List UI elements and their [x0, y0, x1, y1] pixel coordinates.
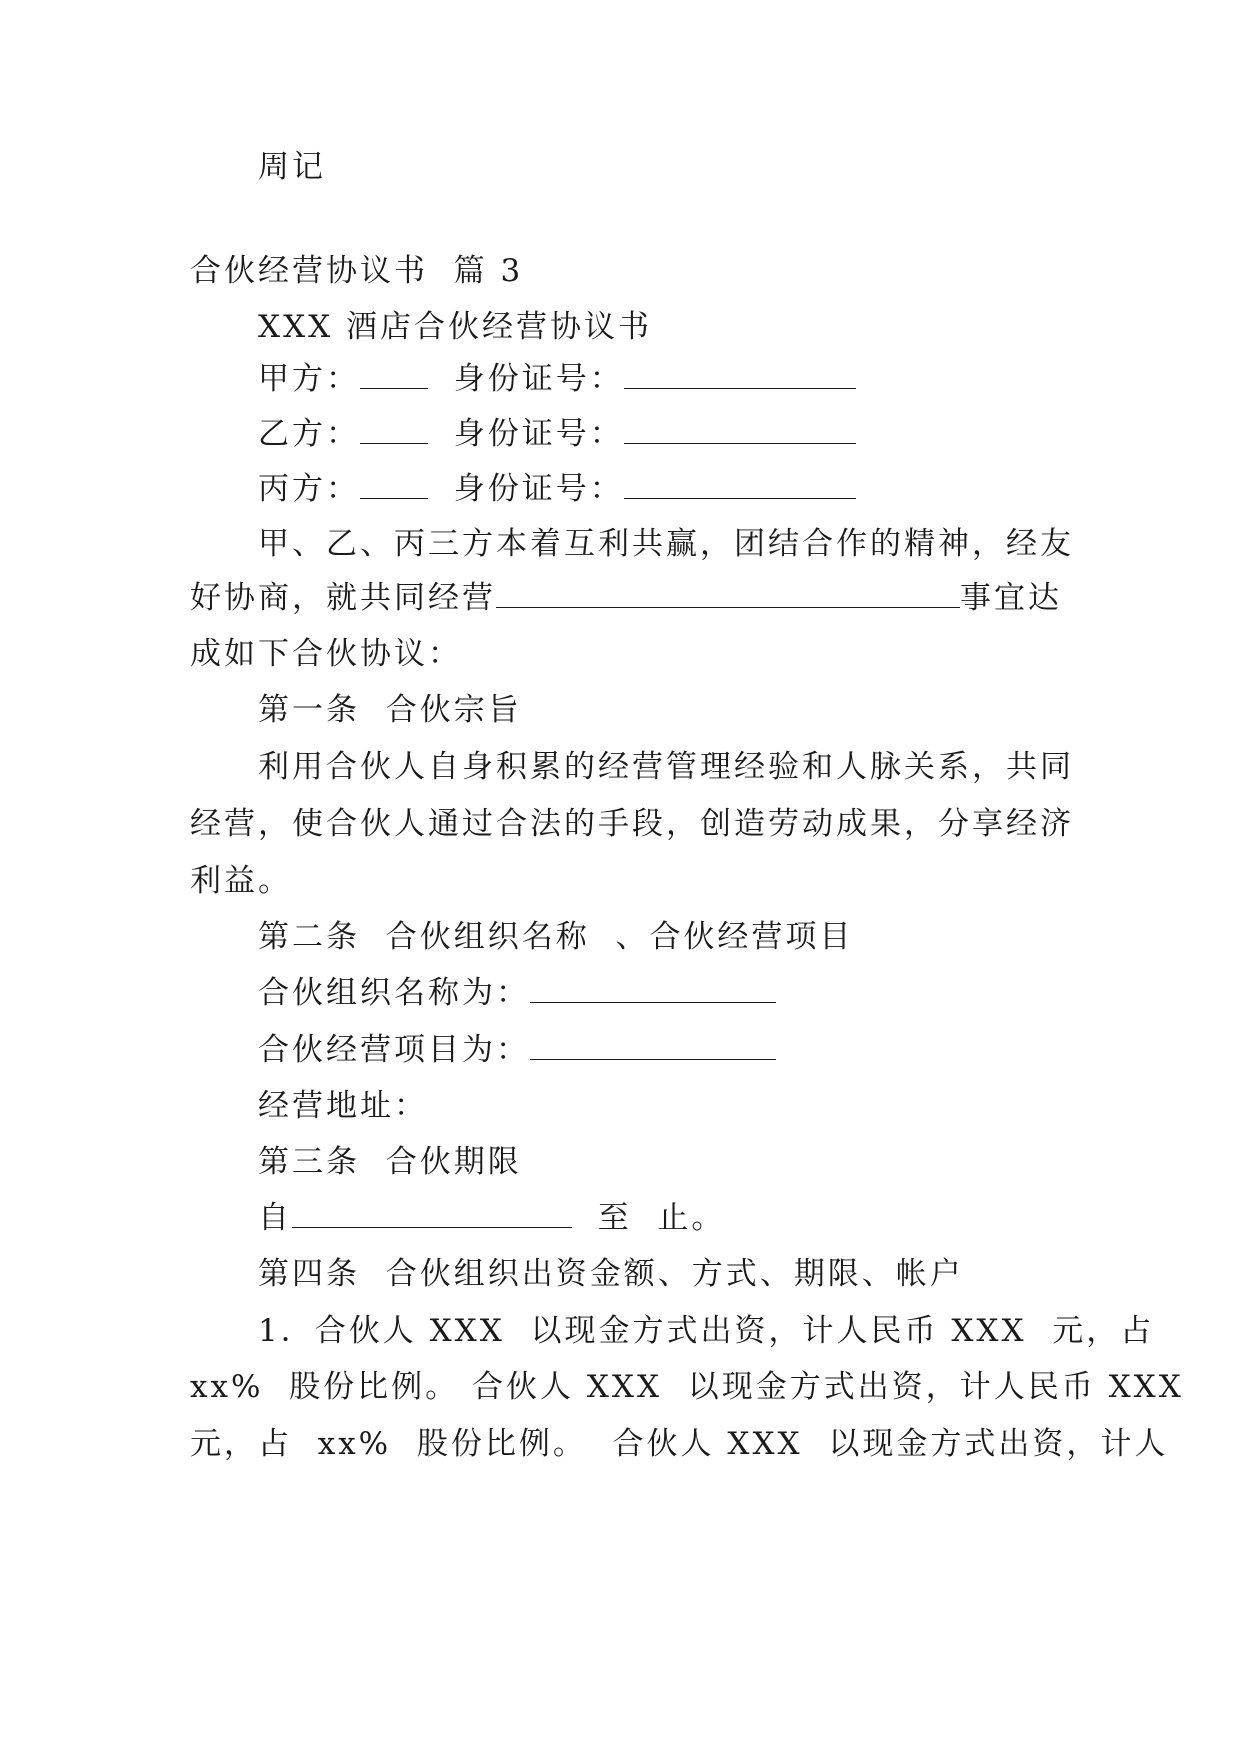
article-heading: 第二条 合伙组织名称 、合伙经营项目 — [258, 919, 854, 955]
id-number-label: 身份证号： — [428, 416, 624, 452]
paragraph-text: 事宜达 — [960, 580, 1062, 616]
party-b-id-blank — [624, 416, 856, 444]
article-heading: 第三条 合伙期限 — [258, 1144, 522, 1180]
org-name-label: 合伙组织名称为： — [258, 975, 530, 1011]
document-title: XXX 酒店合伙经营协议书 — [258, 309, 653, 345]
business-blank — [496, 580, 960, 608]
term-line — [258, 1198, 725, 1238]
org-name-blank — [530, 975, 776, 1003]
id-number-label: 身份证号： — [428, 471, 624, 507]
paragraph-line — [190, 578, 1062, 618]
party-a-id-blank — [624, 361, 856, 389]
business-project-line — [258, 1030, 776, 1070]
business-project-blank — [530, 1032, 776, 1060]
term-text: 自 — [258, 1200, 292, 1236]
party-a-name-blank — [360, 361, 428, 389]
id-number-label: 身份证号： — [428, 361, 624, 397]
party-c-id-blank — [624, 471, 856, 499]
paragraph-line: 1．合伙人 XXX 以现金方式出资，计人民币 XXX 元，占 — [258, 1313, 1155, 1349]
paragraph-line: 甲、乙、丙三方本着互利共赢，团结合作的精神，经友 — [258, 526, 1074, 562]
business-address-line: 经营地址： — [258, 1088, 428, 1124]
section-heading: 合伙经营协议书 篇 3 — [190, 253, 524, 289]
term-start-blank — [292, 1200, 572, 1228]
text-line: 周记 — [258, 149, 326, 185]
paragraph-line: 利益。 — [190, 863, 292, 899]
article-heading: 第一条 合伙宗旨 — [258, 692, 522, 728]
paragraph-line: xx% 股份比例。 合伙人 XXX 以现金方式出资，计人民币 XXX — [190, 1369, 1184, 1405]
paragraph-line: 成如下合伙协议： — [190, 636, 462, 672]
paragraph-line: 元，占 xx% 股份比例。 合伙人 XXX 以现金方式出资，计人 — [190, 1426, 1169, 1462]
article-heading: 第四条 合伙组织出资金额、方式、期限、帐户 — [258, 1256, 964, 1292]
org-name-line — [258, 973, 776, 1013]
paragraph-text: 好协商，就共同经营 — [190, 580, 496, 616]
party-b-line — [258, 414, 856, 454]
party-b-name-blank — [360, 416, 428, 444]
paragraph-line: 经营，使合伙人通过合法的手段，创造劳动成果，分享经济 — [190, 806, 1074, 842]
party-a-label: 甲方： — [258, 361, 360, 397]
term-text: 至 止。 — [572, 1200, 726, 1236]
party-c-line — [258, 469, 856, 509]
party-c-name-blank — [360, 471, 428, 499]
party-b-label: 乙方： — [258, 416, 360, 452]
party-c-label: 丙方： — [258, 471, 360, 507]
paragraph-line: 利用合伙人自身积累的经营管理经验和人脉关系，共同 — [258, 749, 1074, 785]
business-project-label: 合伙经营项目为： — [258, 1032, 530, 1068]
party-a-line — [258, 359, 856, 399]
